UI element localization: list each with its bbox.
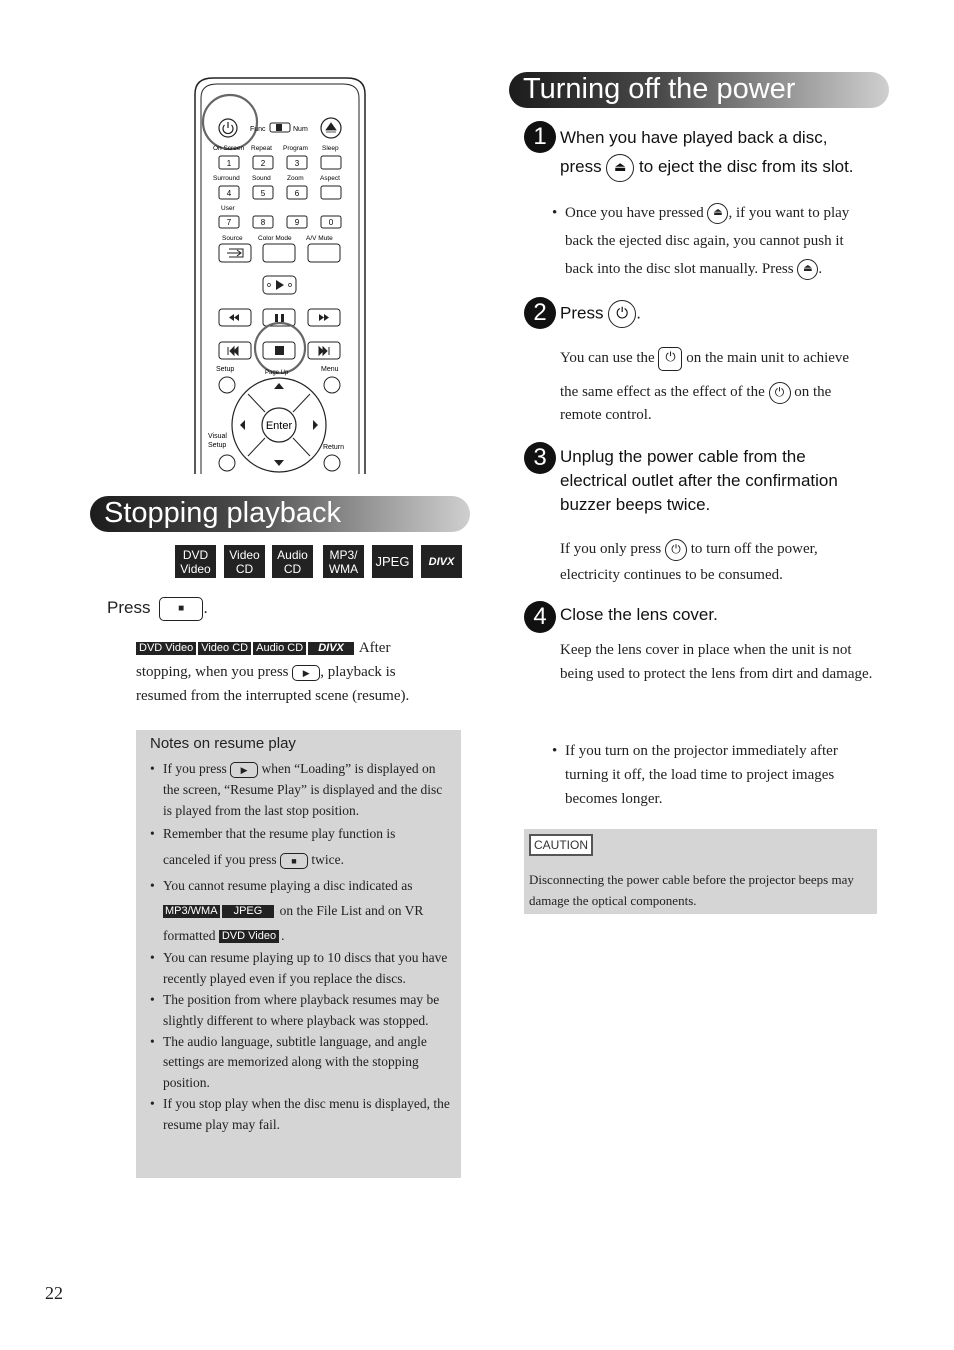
badge-dvd-video: DVD Video [219,930,279,943]
page-number: 22 [45,1283,63,1303]
remote-label-sleep: Sleep [322,145,339,152]
step1-note: • Once you have pressed ⏏ , if you want to play back the ejected disc again, you cannot push it back into the disc slot manually. Press ⏏ . [552,199,882,283]
resume-paragraph: DVD Video Video CD Audio CD DIVX After stopping, when you press ▶ , playback is resumed from the interrupted scene (resume). [136,640,410,704]
badge-jpeg: JPEG [222,905,275,918]
remote-label-source: Source [222,235,243,242]
caution-text: Disconnecting the power cable before the projector beeps may damage the optical components. [529,872,854,908]
notes-on-resume-play [136,730,461,1178]
remote-label-menu: Menu [321,366,339,373]
note-item: • Remember that the resume play function is canceled if you press ■ twice. [163,821,453,873]
note-item: • If you stop play when the disc menu is displayed, the resume play may fail. [163,1094,453,1136]
remote-digit: 2 [260,159,266,168]
remote-control-illustration [193,76,367,474]
remote-label-user: User [221,205,235,212]
stop-button-icon: ■ [159,597,203,621]
remote-label-visual: Visual [208,433,227,440]
remote-label-visual-setup: Setup [208,442,227,449]
remote-label-surround: Surround [213,175,240,182]
eject-icon: ⏏ [606,154,634,182]
remote-label-color-mode: Color Mode [258,235,292,242]
remote-digit: 7 [226,218,232,227]
format-badge-mp3-wma: MP3/ WMA [323,545,364,578]
remote-label-num: Num [293,126,308,133]
format-badge-audio-cd: Audio CD [272,545,313,578]
remote-digit: 1 [226,159,232,168]
notes-title: Notes on resume play [150,735,296,752]
press-stop-instruction: Press ■ . [107,595,208,621]
note-item: • You can resume playing up to 10 discs that you have recently played even if you replace the discs. [163,948,453,990]
remote-label-aspect: Aspect [320,175,340,182]
step3-heading: Unplug the power cable from the electrical outlet after the confirmation buzzer beeps twice. [560,447,838,514]
badge-audio-cd: Audio CD [253,642,306,655]
eject-icon: ⏏ [797,259,818,280]
note-item: • The position from where playback resumes may be slightly different to where playback was stopped. [163,990,453,1032]
remote-digit: 4 [226,189,232,198]
remote-label-func: Func [250,126,266,133]
power-icon: ⏻ [665,539,687,561]
note-item: • If you press ▶ when “Loading” is displayed on the screen, “Resume Play” is displayed and the disc is played from the last stop position. [163,759,453,821]
remote-label-return: Return [323,444,345,451]
power-icon: ⏻ [608,300,636,328]
note-item: • The audio language, subtitle language, and angle settings are memorized along with the stopping position. [163,1032,453,1094]
step-number: 2 [524,297,556,329]
step-number: 4 [524,601,556,633]
step4-note: Keep the lens cover in place when the unit is not being used to protect the lens from dirt and damage. [560,642,873,682]
format-badge-jpeg: JPEG [372,545,413,578]
format-badge-divx: DIVX [421,545,462,578]
remote-label-enter: Enter [265,420,293,432]
turning-off-power-header [509,72,889,108]
remote-digit: 9 [294,218,300,227]
section-title: Stopping playback [104,497,341,529]
remote-digit: 5 [260,189,266,198]
note-item: • You cannot resume playing a disc indicated as MP3/WMA JPEG on the File List and on VR formatted DVD Video . [163,873,453,948]
remote-label-repeat: Repeat [251,145,272,152]
remote-label-av-mute: A/V Mute [306,235,333,242]
caution-label: CAUTION [529,834,593,856]
badge-video-cd: Video CD [198,642,251,655]
play-button-icon: ▶ [292,665,320,681]
play-button-icon: ▶ [230,762,258,778]
remote-digit: 6 [294,189,300,198]
step-number: 1 [524,121,556,153]
step2-note: You can use the ⏻ on the main unit to achieve the same effect as the effect of the ⏻ on the remote control. [560,343,885,426]
remote-label-sound: Sound [252,175,271,182]
step4-heading: Close the lens cover. [560,605,718,624]
badge-dvd-video: DVD Video [136,642,196,655]
power-icon: ⏻ [769,382,791,404]
section-title: Turning off the power [523,73,796,105]
warning-bullet: • If you turn on the projector immediately after turning it off, the load time to project images becomes longer. [552,739,872,811]
step-number: 3 [524,442,556,474]
step1-heading: When you have played back a disc, press ⏏ to eject the disc from its slot. [560,123,890,182]
power-icon: ⏻ [658,347,682,371]
remote-digit: 8 [260,218,266,227]
stopping-playback-header [90,496,470,532]
remote-label-on-screen: On Screen [213,145,245,152]
remote-label-program: Program [283,145,308,152]
badge-divx: DIVX [308,642,354,655]
step3-note: If you only press ⏻ to turn off the power, electricity continues to be consumed. [560,536,885,588]
stop-button-icon: ■ [280,853,308,869]
format-badge-dvd-video: DVD Video [175,545,216,578]
step2-heading: Press ⏻ . [560,300,641,328]
remote-label-page-up: Page Up [265,370,289,376]
badge-mp3-wma: MP3/WMA [165,905,218,918]
remote-label-zoom: Zoom [287,175,304,182]
eject-icon: ⏏ [707,203,728,224]
remote-digit: 0 [328,218,334,227]
remote-digit: 3 [294,159,300,168]
format-badge-video-cd: Video CD [224,545,265,578]
caution-box [524,829,877,914]
remote-label-setup: Setup [216,366,235,373]
